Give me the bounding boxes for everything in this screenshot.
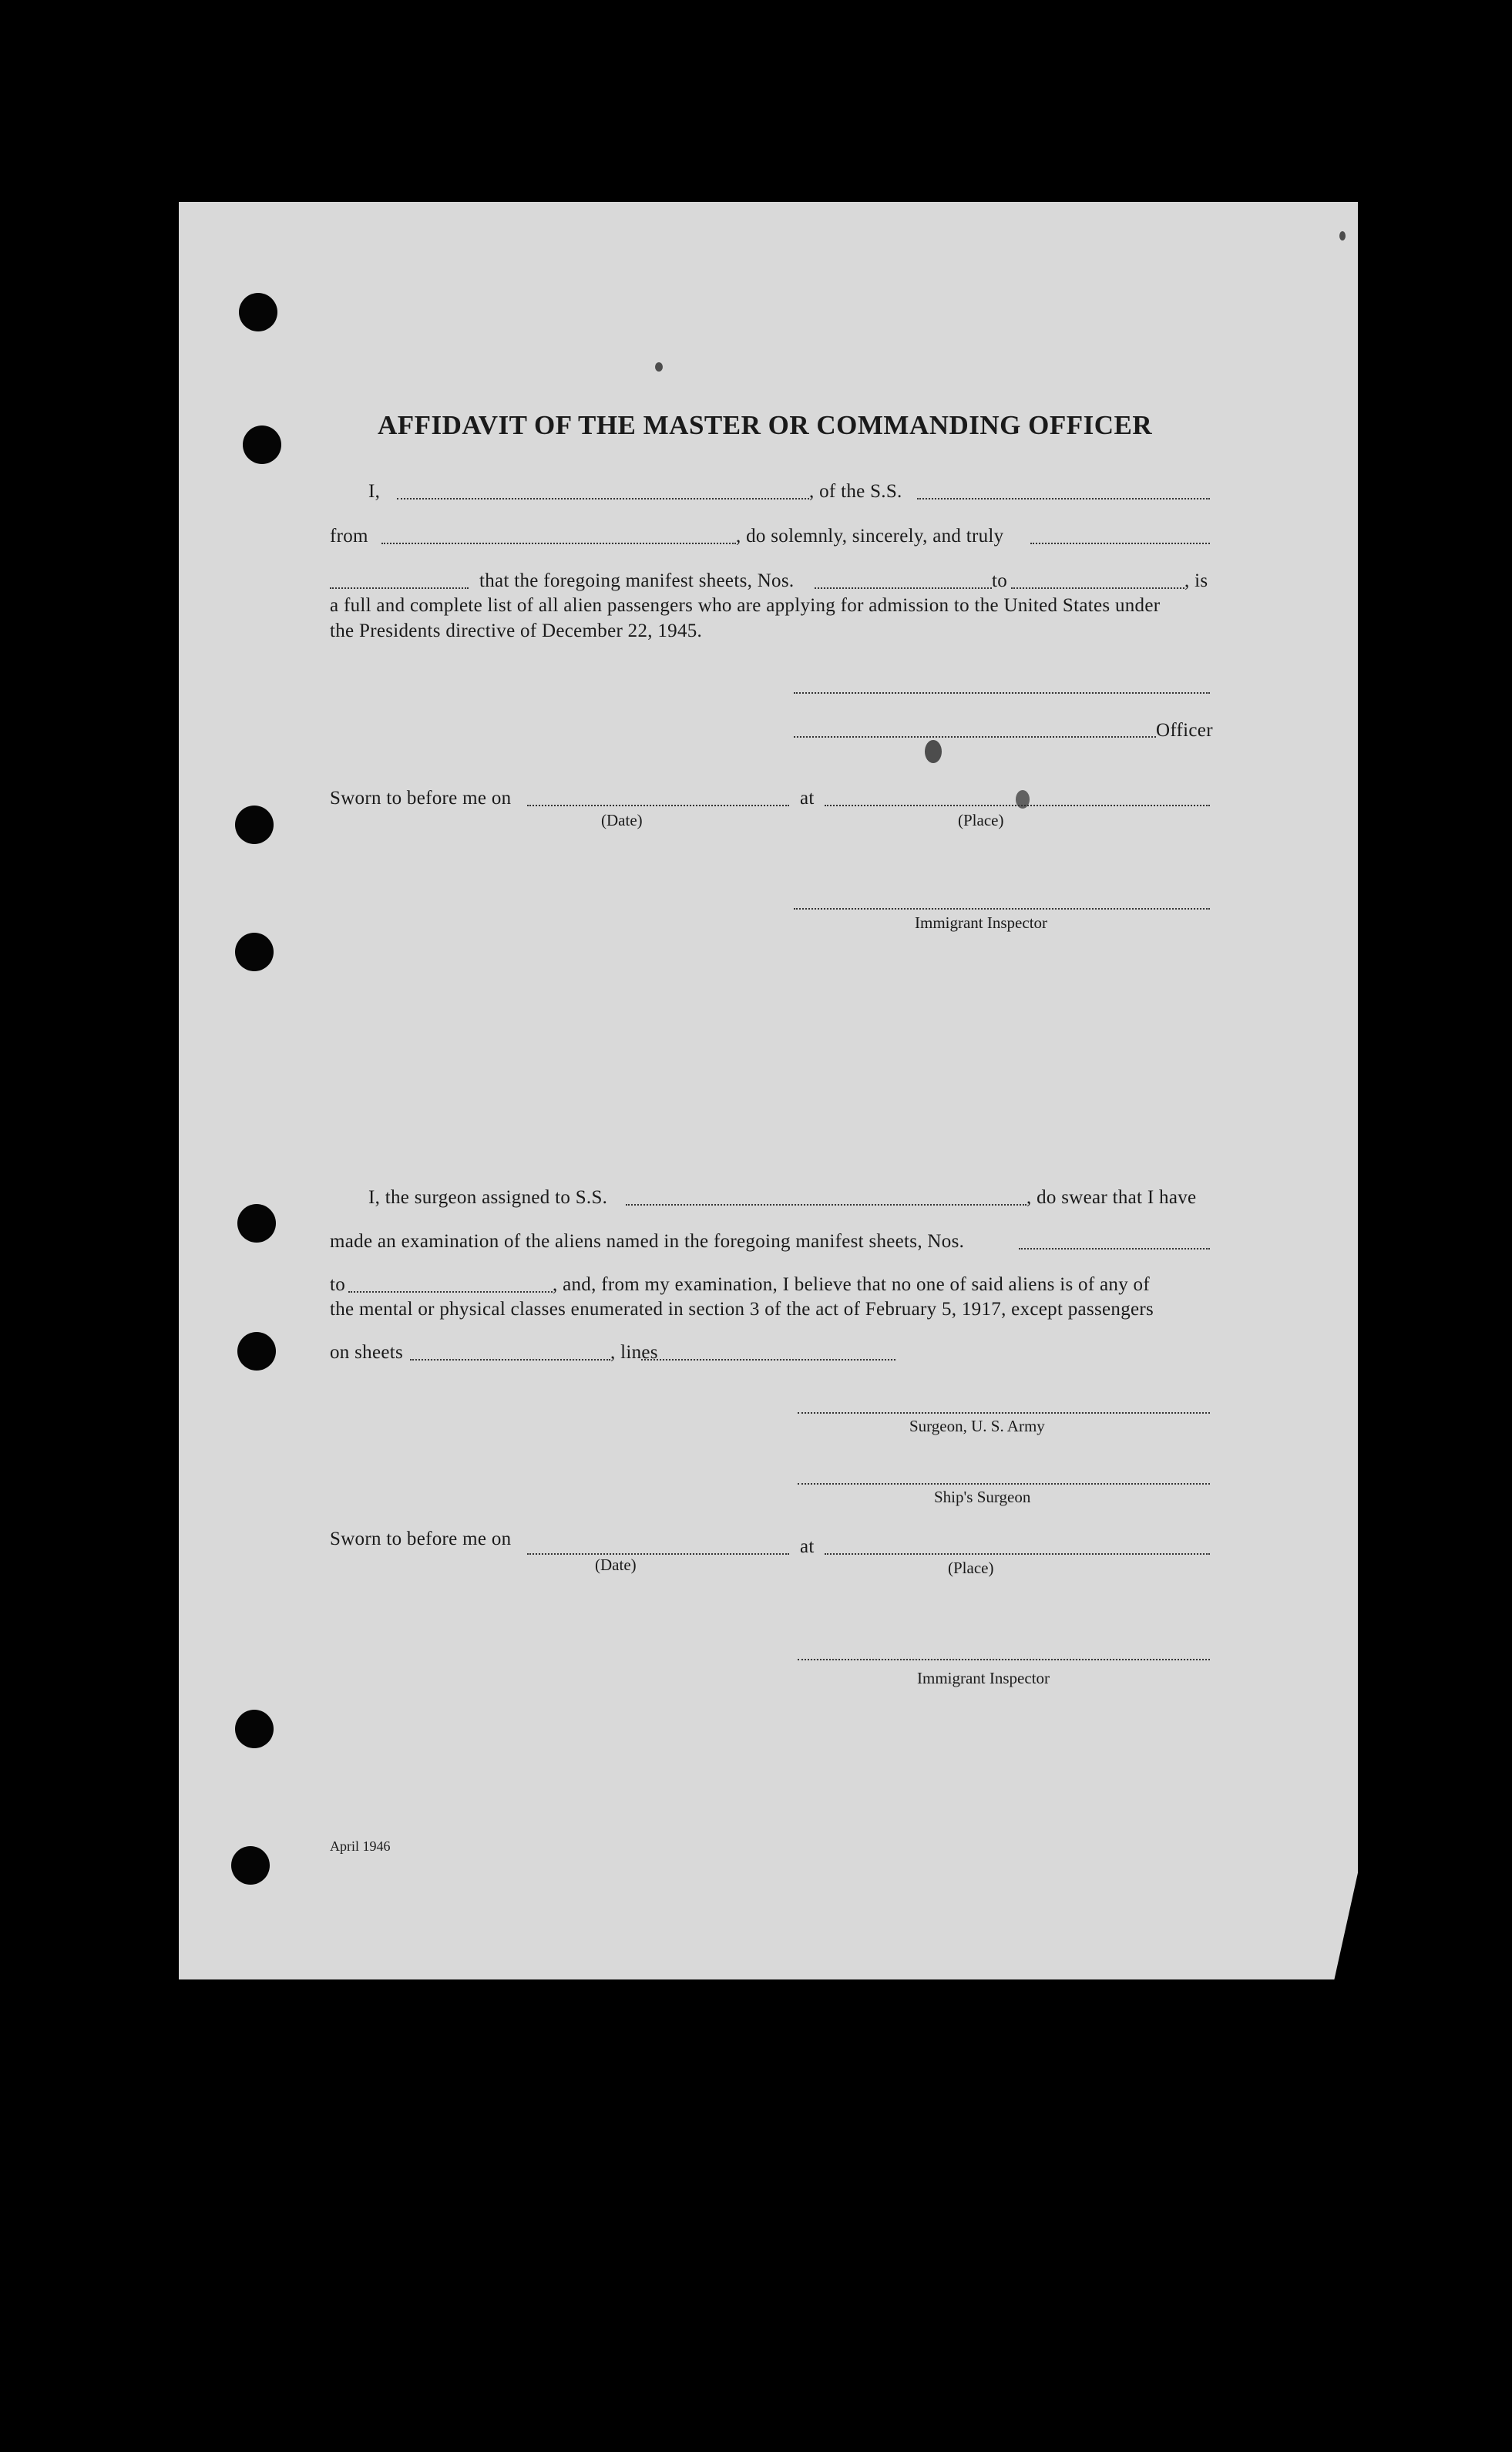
ink-speck	[925, 740, 942, 763]
master-name-field[interactable]	[397, 498, 809, 499]
master-line3-foregoing: that the foregoing manifest sheets, Nos.	[479, 570, 795, 591]
master-line5: the Presidents directive of December 22, 1945.	[330, 621, 703, 641]
surgeon-nos-from-field[interactable]	[1019, 1248, 1210, 1250]
surgeon-inspector-field[interactable]	[798, 1659, 1210, 1660]
surgeon-sworn-place-field[interactable]	[825, 1553, 1210, 1555]
master-nos-to-field[interactable]	[1011, 587, 1184, 589]
master-swear-field[interactable]	[1030, 543, 1210, 544]
master-line1-i: I,	[368, 481, 381, 502]
surgeon-date-caption: (Date)	[595, 1556, 637, 1574]
master-line3-is: , is	[1184, 570, 1208, 591]
master-at-label: at	[800, 788, 815, 809]
army-surgeon-caption: Surgeon, U. S. Army	[909, 1417, 1045, 1435]
master-inspector-field[interactable]	[794, 908, 1210, 910]
surgeon-line3-rest: , and, from my examination, I believe that no one of said aliens is of any of	[553, 1274, 1150, 1295]
surgeon-ship-field[interactable]	[626, 1204, 1026, 1206]
punch-hole	[239, 293, 277, 331]
master-line2-from: from	[330, 526, 368, 547]
master-line3-to: to	[992, 570, 1008, 591]
punch-hole	[243, 425, 281, 464]
surgeon-nos-to-field[interactable]	[348, 1291, 553, 1293]
surgeon-line3-to: to	[330, 1274, 346, 1295]
punch-hole	[237, 1332, 276, 1371]
punch-hole	[231, 1846, 270, 1885]
surgeon-line1-start: I, the surgeon assigned to S.S.	[368, 1187, 608, 1208]
surgeon-place-caption: (Place)	[948, 1559, 994, 1577]
surgeon-line2: made an examination of the aliens named in the foregoing manifest sheets, Nos.	[330, 1231, 965, 1252]
punch-hole	[235, 806, 274, 844]
master-sworn-label: Sworn to before me on	[330, 788, 512, 809]
officer-label: Officer	[1156, 720, 1213, 741]
footer-date: April 1946	[330, 1838, 391, 1854]
surgeon-sworn-label: Sworn to before me on	[330, 1529, 512, 1549]
master-line2-swear: , do solemnly, sincerely, and truly	[736, 526, 1004, 547]
surgeon-lines-field[interactable]	[641, 1359, 895, 1361]
army-surgeon-signature-field[interactable]	[798, 1412, 1210, 1414]
punch-hole	[235, 933, 274, 971]
surgeon-line4: the mental or physical classes enumerated in section 3 of the act of February 5, 1917, except passengers	[330, 1299, 1154, 1320]
surgeon-line1-end: , do swear that I have	[1026, 1187, 1197, 1208]
surgeon-inspector-caption: Immigrant Inspector	[917, 1669, 1050, 1687]
master-sworn-place-field[interactable]	[825, 805, 1210, 806]
ink-speck	[1339, 231, 1346, 240]
punch-hole	[237, 1204, 276, 1243]
surgeon-sworn-date-field[interactable]	[527, 1553, 789, 1555]
master-nos-from-field[interactable]	[815, 587, 992, 589]
ship-surgeon-signature-field[interactable]	[798, 1483, 1210, 1485]
master-from-field[interactable]	[381, 543, 736, 544]
form-title: AFFIDAVIT OF THE MASTER OR COMMANDING OFFICER	[378, 410, 1153, 440]
surgeon-line5-lines: , lines	[610, 1342, 658, 1363]
master-line1-of-ss: , of the S.S.	[809, 481, 902, 502]
officer-signature-field[interactable]	[794, 736, 1156, 738]
master-line4: a full and complete list of all alien passengers who are applying for admission to the United States under	[330, 595, 1161, 616]
punch-hole	[235, 1710, 274, 1748]
ship-surgeon-caption: Ship's Surgeon	[934, 1488, 1031, 1506]
master-ship-field[interactable]	[917, 498, 1210, 499]
surgeon-at-label: at	[800, 1536, 815, 1557]
surgeon-line5-sheets: on sheets	[330, 1342, 404, 1363]
master-signature-field[interactable]	[794, 692, 1210, 694]
master-affirm-field[interactable]	[330, 587, 469, 589]
master-date-caption: (Date)	[601, 811, 643, 829]
ink-speck	[655, 362, 663, 372]
master-inspector-caption: Immigrant Inspector	[915, 913, 1048, 932]
document-page	[179, 202, 1358, 1979]
master-sworn-date-field[interactable]	[527, 805, 789, 806]
surgeon-sheets-field[interactable]	[410, 1359, 610, 1361]
master-place-caption: (Place)	[958, 811, 1004, 829]
